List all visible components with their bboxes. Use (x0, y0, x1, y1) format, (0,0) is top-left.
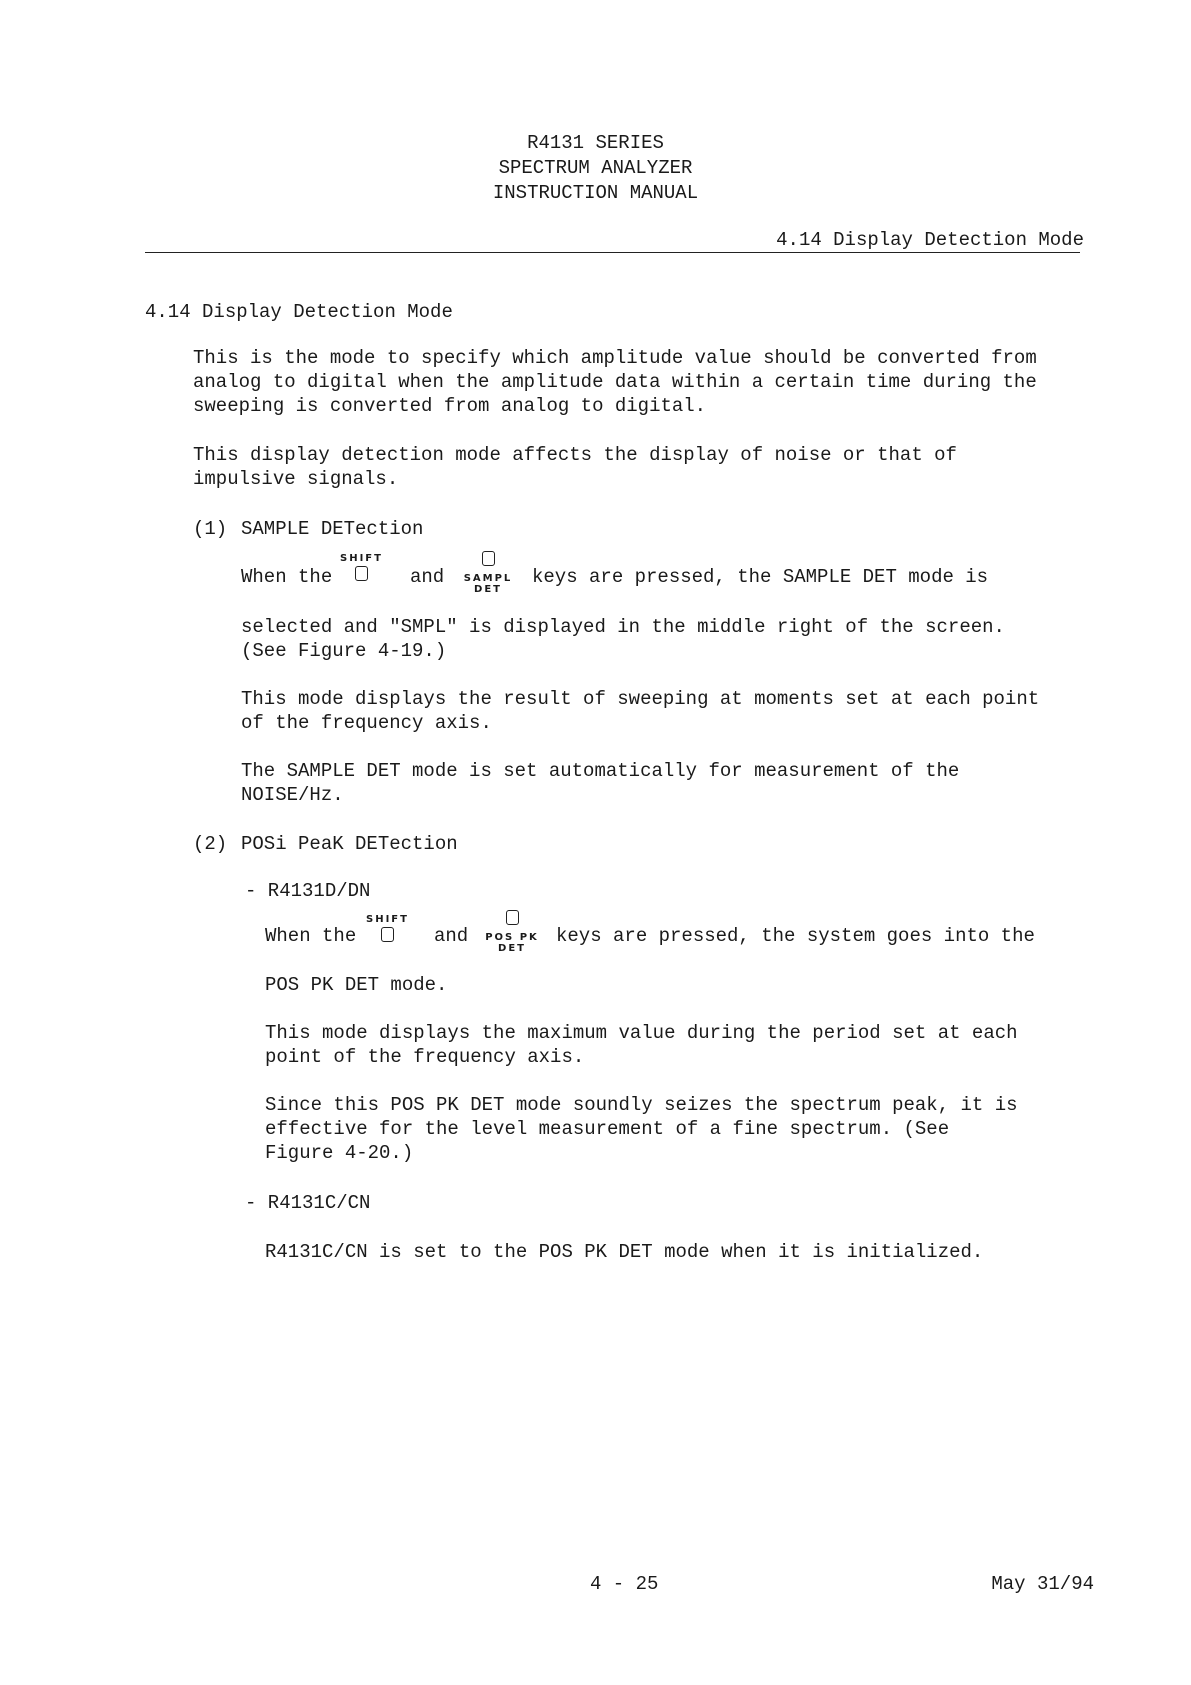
det-key-caption: DET (474, 584, 502, 595)
shift-key-caption: SHIFT (340, 553, 383, 564)
key-box (355, 566, 368, 581)
shift-key-icon (366, 914, 408, 949)
header-manual: INSTRUCTION MANUAL (492, 182, 699, 204)
header-section-ref: 4.14 Display Detection Mode (776, 229, 1084, 251)
item2-paragraph-3 (265, 1093, 1018, 1165)
item1-text-pre: When the (241, 566, 333, 588)
intro-paragraph (193, 346, 1037, 418)
header-rule (145, 252, 1080, 253)
item1-paragraph-3 (241, 759, 959, 807)
text-line: point of the frequency axis. (265, 1046, 585, 1068)
header-series: R4131 SERIES (527, 132, 664, 154)
item2-number: (2) (193, 833, 228, 855)
section-title: 4.14 Display Detection Mode (145, 301, 453, 323)
item1-text-post: keys are pressed, the SAMPLE DET mode is (532, 566, 989, 588)
key-box (381, 927, 394, 942)
page-date: May 31/94 (991, 1573, 1094, 1595)
header-product: SPECTRUM ANALYZER (498, 157, 693, 179)
item1-text-mid: and (410, 566, 445, 588)
text-line: impulsive signals. (193, 468, 399, 490)
text-line: This mode displays the maximum value during the period set at each (265, 1022, 1018, 1044)
item2-model-dn: - R4131D/DN (245, 880, 371, 902)
item1-paragraph-2 (241, 687, 1039, 735)
intro-paragraph-2 (193, 443, 957, 491)
key-box (482, 551, 495, 566)
item2-paragraph-1: POS PK DET mode. (265, 974, 448, 996)
shift-key-caption: SHIFT (366, 914, 409, 925)
pos-pk-key-caption: POS PK (485, 932, 539, 943)
text-line: Since this POS PK DET mode soundly seizes the spectrum peak, it is (265, 1094, 1018, 1116)
item2-paragraph-2 (265, 1021, 1018, 1069)
text-line: (See Figure 4-19.) (241, 640, 447, 662)
pos-pk-det-key-icon (478, 908, 546, 954)
sampl-key-caption: SAMPL (463, 573, 513, 584)
sampl-det-key-icon (458, 549, 518, 595)
text-line: This display detection mode affects the display of noise or that of (193, 444, 957, 466)
shift-key-icon (340, 553, 382, 588)
text-line: This mode displays the result of sweeping at moments set at each point (241, 688, 1040, 710)
item1-title: SAMPLE DETection (241, 518, 424, 540)
item2-text-mid: and (434, 925, 469, 947)
item2-text-pre: When the (265, 925, 357, 947)
text-line: Figure 4-20.) (265, 1142, 414, 1164)
item2-title: POSi PeaK DETection (241, 833, 458, 855)
text-line: of the frequency axis. (241, 712, 492, 734)
det-key-caption: DET (498, 943, 526, 954)
text-line: analog to digital when the amplitude data within a certain time during the (193, 371, 1037, 393)
text-line: The SAMPLE DET mode is set automatically for measurement of the (241, 760, 960, 782)
key-box (506, 910, 519, 925)
item2-text-post: keys are pressed, the system goes into the (556, 925, 1035, 947)
item1-number: (1) (193, 518, 228, 540)
page-number: 4 - 25 (590, 1573, 659, 1595)
item2-model-cn: - R4131C/CN (245, 1192, 371, 1214)
text-line: This is the mode to specify which amplitude value should be converted from (193, 347, 1037, 369)
item1-paragraph-1 (241, 615, 1005, 663)
text-line: effective for the level measurement of a fine spectrum. (See (265, 1118, 950, 1140)
text-line: selected and "SMPL" is displayed in the middle right of the screen. (241, 616, 1005, 638)
item2-paragraph-4: R4131C/CN is set to the POS PK DET mode when it is initialized. (265, 1241, 984, 1263)
text-line: NOISE/Hz. (241, 784, 344, 806)
text-line: sweeping is converted from analog to digital. (193, 395, 707, 417)
